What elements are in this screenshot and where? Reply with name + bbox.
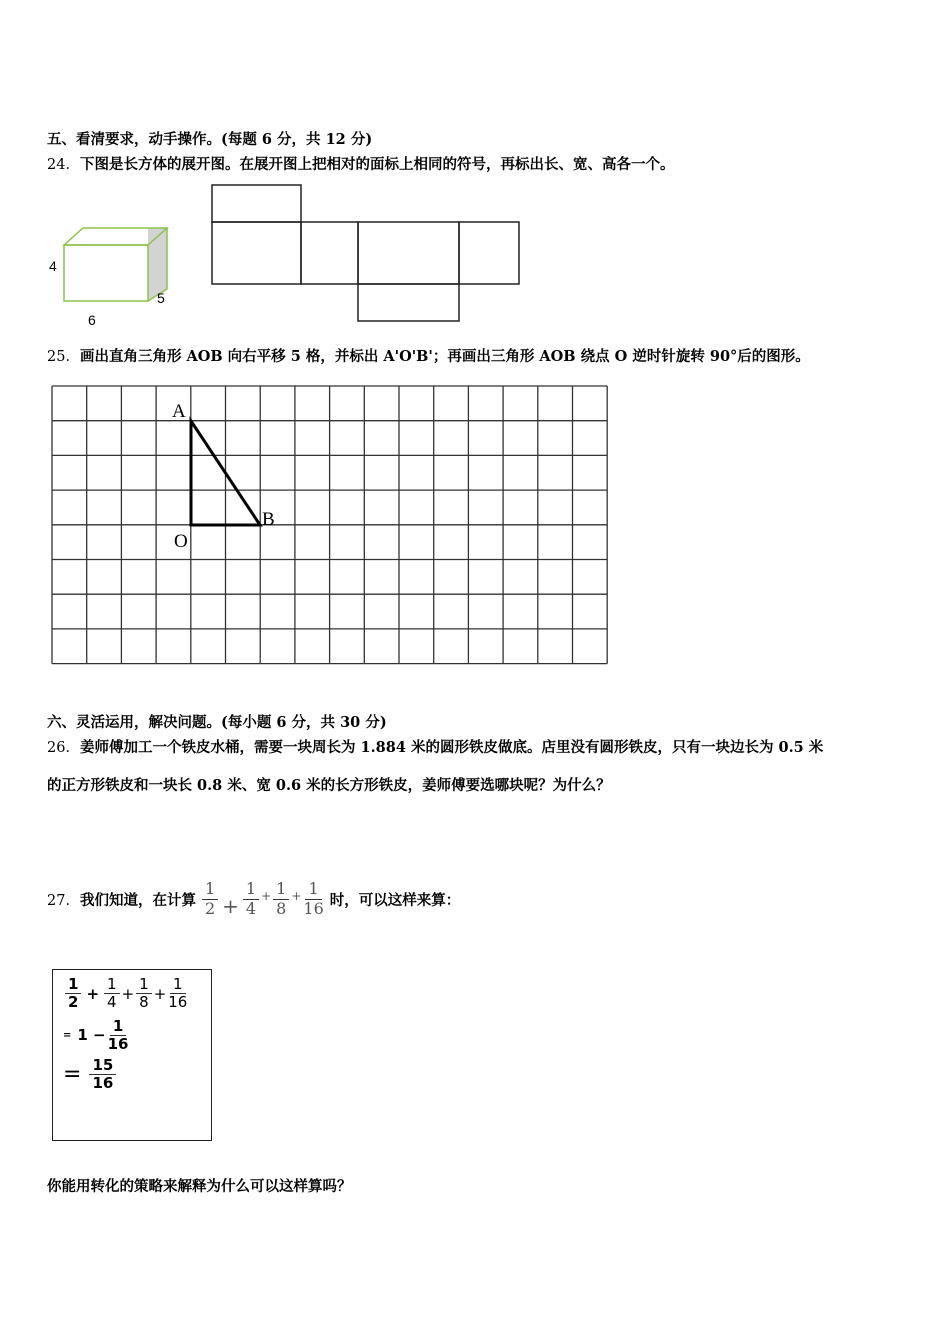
calc-line-3: = $\frac{15}{16}$ — [63, 1057, 201, 1093]
q26-line1 — [47, 736, 823, 757]
calc-line-2: = 1 − $\frac{1}{16}$ — [63, 1016, 129, 1053]
q26-body1: 姜师傅加工一个铁皮水桶，需要一块周长为 1.884 米的圆形铁皮做底。店里没有圆形铁皮，只有一块边长为 0.5 米 — [79, 739, 824, 756]
calc-line-1: $\frac{1}{2}$ + $\frac{1}{4}$ + $\frac{1}{8}$ + $\frac{1}{16}$ — [63, 976, 201, 1012]
q27-pre: 我们知道，在计算 — [79, 891, 196, 909]
q27-post: 时，可以这样来算： — [329, 891, 461, 909]
net-face-top — [212, 185, 301, 222]
cuboid-width-label: 5 — [157, 290, 165, 306]
q27-number: 27． — [47, 892, 80, 909]
cuboid-figure — [45, 225, 175, 335]
q25-number: 25． — [47, 349, 80, 365]
cuboid-height-label: 4 — [49, 258, 57, 274]
q27-question: 你能用转化的策略来解释为什么可以这样算吗？ — [47, 1178, 352, 1195]
square-grid — [50, 384, 612, 668]
cuboid-length-label: 6 — [88, 312, 96, 328]
section6-title: 六、灵活运用，解决问题。(每小题 6 分，共 30 分) — [47, 714, 387, 731]
cuboid-front-face — [64, 245, 148, 301]
label-b: B — [262, 509, 275, 530]
q26-number: 26． — [47, 740, 80, 756]
calculation-box — [52, 969, 212, 1141]
net-face-bottom — [358, 284, 459, 321]
q25-text — [47, 345, 810, 366]
q27-expression: $\frac{1}{2}$ + $\frac{1}{4}$ + $\frac{1}{8}$ + $\frac{1}{16}$ — [200, 880, 326, 918]
q26-line2: 的正方形铁皮和一块长 0.8 米、宽 0.6 米的长方形铁皮，姜师傅要选哪块呢？为什么？ — [47, 777, 611, 794]
q27-text — [47, 880, 460, 918]
q25-body: 画出直角三角形 AOB 向右平移 5 格，并标出 A'O'B'；再画出三角形 AOB 绕点 O 逆时针旋转 90°后的图形。 — [79, 348, 810, 365]
net-face-4 — [459, 222, 519, 284]
net-face-2 — [301, 222, 358, 284]
q24-text — [47, 153, 674, 174]
cuboid-net-figure — [210, 183, 522, 325]
section5-title: 五、看清要求，动手操作。(每题 6 分，共 12 分) — [47, 131, 373, 148]
q24-number: 24． — [47, 157, 80, 173]
net-face-1 — [212, 222, 301, 284]
label-o: O — [174, 531, 188, 552]
q24-body: 下图是长方体的展开图。在展开图上把相对的面标上相同的符号，再标出长、宽、高各一个。 — [79, 156, 675, 173]
label-a: A — [172, 401, 186, 422]
net-face-3 — [358, 222, 459, 284]
